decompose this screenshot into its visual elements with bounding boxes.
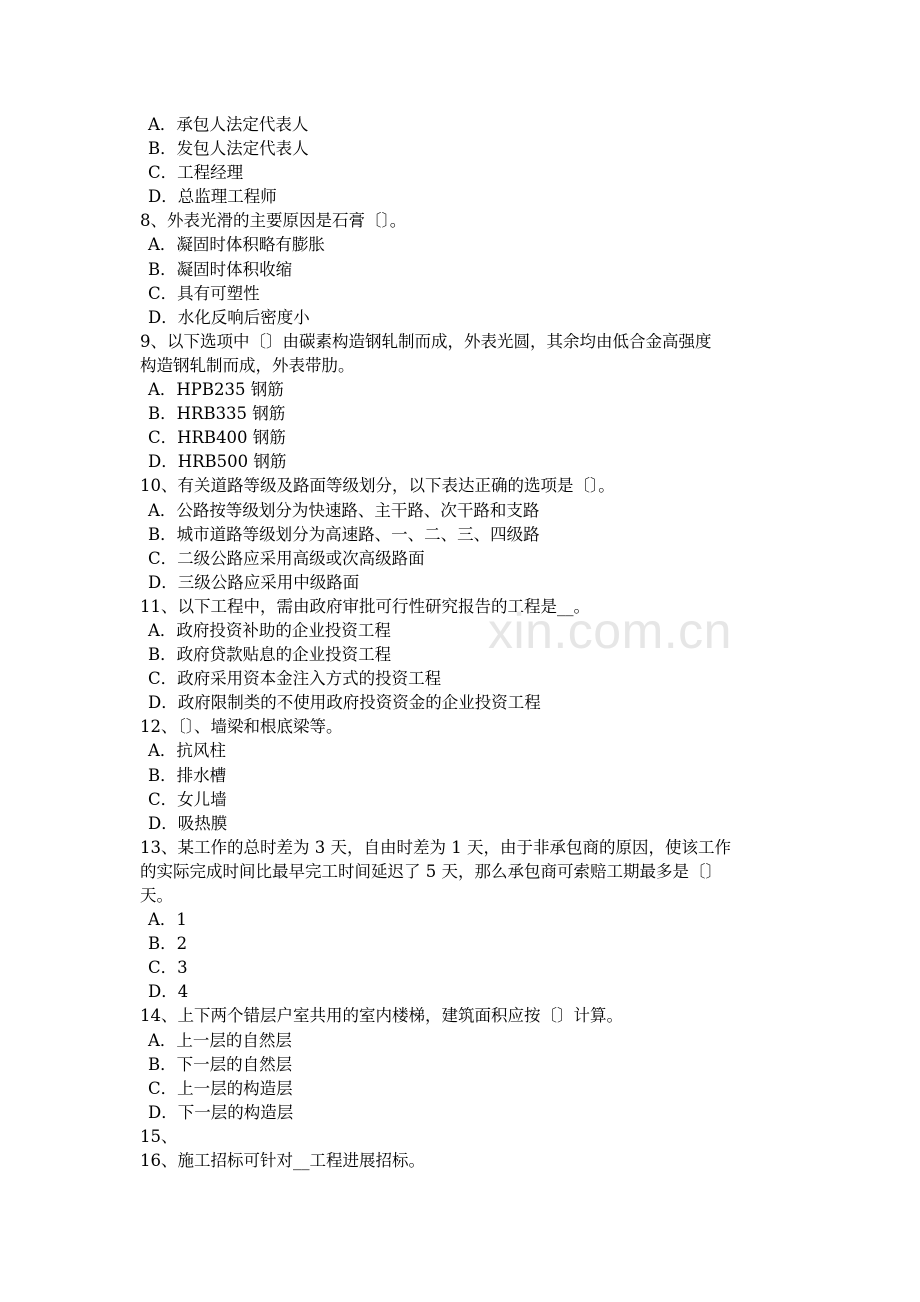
option-c: C．HRB400 钢筋 bbox=[148, 428, 286, 448]
option-b: B．排水槽 bbox=[148, 765, 227, 785]
option-a: A．上一层的自然层 bbox=[148, 1030, 292, 1050]
question-text-line-1: 13、某工作的总时差为 3 天，自由时差为 1 天，由于非承包商的原因，使该工作 bbox=[140, 837, 731, 857]
question-14 bbox=[140, 1004, 790, 1124]
question-9 bbox=[140, 330, 790, 475]
option-c: C．上一层的构造层 bbox=[148, 1078, 293, 1098]
option-a: A．抗风柱 bbox=[148, 741, 226, 761]
option-d: D．水化反响后密度小 bbox=[148, 307, 310, 327]
option-b: B．发包人法定代表人 bbox=[148, 139, 309, 159]
option-c: C．二级公路应采用高级或次高级路面 bbox=[148, 548, 425, 568]
option-d: D．政府限制类的不使用政府投资资金的企业投资工程 bbox=[148, 693, 541, 713]
option-b: B．政府贷款贴息的企业投资工程 bbox=[148, 645, 392, 665]
question-text: 10、有关道路等级及路面等级划分，以下表达正确的选项是〔〕。 bbox=[140, 476, 615, 496]
option-a: A．凝固时体积略有膨胀 bbox=[148, 235, 325, 255]
question-text: 11、以下工程中，需由政府审批可行性研究报告的工程是__。 bbox=[140, 596, 590, 616]
option-a: A．1 bbox=[148, 910, 187, 930]
question-15 bbox=[140, 1125, 790, 1149]
option-d: D．吸热膜 bbox=[148, 813, 228, 833]
option-c: C．具有可塑性 bbox=[148, 283, 260, 303]
option-d: D．4 bbox=[148, 982, 189, 1002]
question-text: 12、〔〕、墙梁和根底梁等。 bbox=[140, 717, 343, 737]
option-c: C．工程经理 bbox=[148, 163, 244, 183]
option-a: A．HPB235 钢筋 bbox=[148, 380, 284, 400]
question-16 bbox=[140, 1149, 790, 1173]
option-d: D．下一层的构造层 bbox=[148, 1102, 294, 1122]
option-d: D．三级公路应采用中级路面 bbox=[148, 572, 360, 592]
question-list bbox=[140, 113, 790, 1173]
question-text-line-1: 9、以下选项中〔〕由碳素构造钢轧制而成，外表光圆，其余均由低合金高强度 bbox=[140, 331, 712, 351]
option-d: D．总监理工程师 bbox=[148, 187, 277, 207]
question-12 bbox=[140, 715, 790, 835]
question-11 bbox=[140, 595, 790, 715]
watermark: xin.com.cn bbox=[488, 603, 732, 659]
question-text-line-3: 天。 bbox=[140, 886, 173, 905]
option-b: B．城市道路等级划分为高速路、一、二、三、四级路 bbox=[148, 524, 540, 544]
question-text: 16、施工招标可针对__工程进展招标。 bbox=[140, 1151, 425, 1171]
question-text-line-2: 的实际完成时间比最早完工时间延迟了 5 天，那么承包商可索赔工期最多是〔〕 bbox=[140, 861, 722, 881]
question-8 bbox=[140, 209, 790, 329]
option-b: B．凝固时体积收缩 bbox=[148, 259, 293, 279]
question-13 bbox=[140, 836, 790, 1005]
option-b: B．下一层的自然层 bbox=[148, 1054, 293, 1074]
option-a: A．公路按等级划分为快速路、主干路、次干路和支路 bbox=[148, 500, 540, 520]
option-b: B．HRB335 钢筋 bbox=[148, 404, 286, 424]
option-c: C．政府采用资本金注入方式的投资工程 bbox=[148, 669, 442, 689]
option-a: A．政府投资补助的企业投资工程 bbox=[148, 620, 391, 640]
option-c: C．3 bbox=[148, 958, 188, 978]
option-c: C．女儿墙 bbox=[148, 789, 227, 809]
option-d: D．HRB500 钢筋 bbox=[148, 452, 287, 472]
question-10 bbox=[140, 474, 790, 594]
option-b: B．2 bbox=[148, 934, 188, 954]
question-text: 8、外表光滑的主要原因是石膏〔〕。 bbox=[140, 211, 407, 231]
option-a: A．承包人法定代表人 bbox=[148, 115, 309, 134]
question-text-line-2: 构造钢轧制而成，外表带肋。 bbox=[140, 355, 355, 375]
question-7-options bbox=[140, 113, 790, 209]
question-text: 15、 bbox=[140, 1126, 178, 1146]
question-text: 14、上下两个错层户室共用的室内楼梯，建筑面积应按〔〕计算。 bbox=[140, 1006, 623, 1026]
